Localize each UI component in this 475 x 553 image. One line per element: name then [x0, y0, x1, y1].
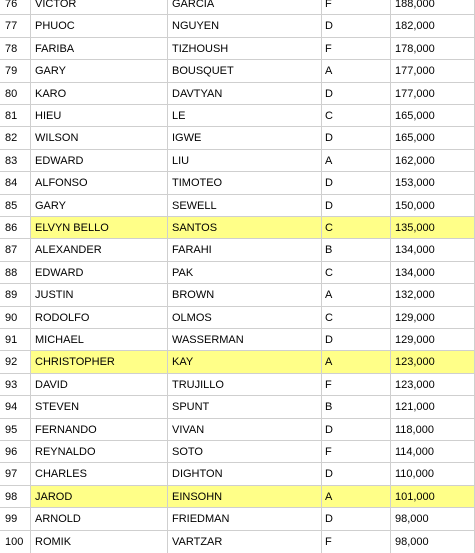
- table-row: [0, 194, 475, 217]
- first-name-cell[interactable]: PHUOC: [30, 15, 167, 37]
- amount-cell[interactable]: 182,000: [390, 15, 475, 37]
- last-name-cell[interactable]: NGUYEN: [167, 15, 321, 37]
- grade-cell[interactable]: F: [321, 441, 390, 463]
- first-name-cell[interactable]: ARNOLD: [30, 508, 167, 530]
- table-row: [0, 328, 475, 351]
- amount-cell[interactable]: 178,000: [390, 38, 475, 60]
- first-name-cell[interactable]: GARY: [30, 60, 167, 82]
- amount-cell[interactable]: 110,000: [390, 463, 475, 485]
- first-name-cell[interactable]: VICTOR: [30, 0, 167, 15]
- amount-cell[interactable]: 165,000: [390, 105, 475, 127]
- grade-cell[interactable]: F: [321, 531, 390, 553]
- last-name-cell[interactable]: SOTO: [167, 441, 321, 463]
- first-name-cell[interactable]: ALFONSO: [30, 172, 167, 194]
- table-row: [0, 238, 475, 261]
- last-name-cell[interactable]: TIZHOUSH: [167, 38, 321, 60]
- first-name-cell[interactable]: CHARLES: [30, 463, 167, 485]
- first-name-cell[interactable]: MICHAEL: [30, 329, 167, 351]
- first-name-cell[interactable]: ELVYN BELLO: [30, 217, 167, 239]
- table-row: [0, 82, 475, 105]
- last-name-cell[interactable]: SANTOS: [167, 217, 321, 239]
- first-name-cell[interactable]: DAVID: [30, 374, 167, 396]
- row-number: 79: [0, 60, 30, 82]
- first-name-cell[interactable]: EDWARD: [30, 150, 167, 172]
- row-number: 100: [0, 531, 30, 553]
- last-name-cell[interactable]: FARAHI: [167, 239, 321, 261]
- row-number: 94: [0, 396, 30, 418]
- last-name-cell[interactable]: FRIEDMAN: [167, 508, 321, 530]
- row-number: 98: [0, 486, 30, 508]
- table-row: [0, 59, 475, 82]
- first-name-cell[interactable]: STEVEN: [30, 396, 167, 418]
- row-number: 90: [0, 307, 30, 329]
- table-row: [0, 126, 475, 149]
- last-name-cell[interactable]: OLMOS: [167, 307, 321, 329]
- first-name-cell[interactable]: JUSTIN: [30, 284, 167, 306]
- first-name-cell[interactable]: WILSON: [30, 127, 167, 149]
- grade-cell[interactable]: D: [321, 419, 390, 441]
- row-number: 88: [0, 262, 30, 284]
- grade-cell[interactable]: C: [321, 105, 390, 127]
- table-row-highlighted: [0, 216, 475, 239]
- grade-cell[interactable]: A: [321, 60, 390, 82]
- grade-cell[interactable]: D: [321, 463, 390, 485]
- amount-cell[interactable]: 101,000: [390, 486, 475, 508]
- row-number: 92: [0, 351, 30, 373]
- amount-cell[interactable]: 121,000: [390, 396, 475, 418]
- amount-cell[interactable]: 123,000: [390, 351, 475, 373]
- grade-cell[interactable]: B: [321, 396, 390, 418]
- table-row: [0, 395, 475, 418]
- first-name-cell[interactable]: FARIBA: [30, 38, 167, 60]
- first-name-cell[interactable]: JAROD: [30, 486, 167, 508]
- grade-cell[interactable]: D: [321, 15, 390, 37]
- first-name-cell[interactable]: ROMIK: [30, 531, 167, 553]
- row-number: 89: [0, 284, 30, 306]
- last-name-cell[interactable]: BROWN: [167, 284, 321, 306]
- table-row: [0, 507, 475, 530]
- first-name-cell[interactable]: CHRISTOPHER: [30, 351, 167, 373]
- row-number: 77: [0, 15, 30, 37]
- table-row: [0, 0, 475, 15]
- row-number: 93: [0, 374, 30, 396]
- amount-cell[interactable]: 162,000: [390, 150, 475, 172]
- grade-cell[interactable]: D: [321, 329, 390, 351]
- amount-cell[interactable]: 118,000: [390, 419, 475, 441]
- table-row: [0, 440, 475, 463]
- grade-cell[interactable]: D: [321, 195, 390, 217]
- row-number: 97: [0, 463, 30, 485]
- grade-cell[interactable]: C: [321, 307, 390, 329]
- row-number: 96: [0, 441, 30, 463]
- last-name-cell[interactable]: TRUJILLO: [167, 374, 321, 396]
- grade-cell[interactable]: D: [321, 172, 390, 194]
- table-row: [0, 149, 475, 172]
- row-number: 91: [0, 329, 30, 351]
- grade-cell[interactable]: B: [321, 239, 390, 261]
- last-name-cell[interactable]: GARCIA: [167, 0, 321, 15]
- row-number: 80: [0, 83, 30, 105]
- table-row-highlighted: [0, 350, 475, 373]
- row-number: 95: [0, 419, 30, 441]
- amount-cell[interactable]: 165,000: [390, 127, 475, 149]
- grade-cell[interactable]: F: [321, 38, 390, 60]
- table-row-highlighted: [0, 485, 475, 508]
- last-name-cell[interactable]: BOUSQUET: [167, 60, 321, 82]
- first-name-cell[interactable]: EDWARD: [30, 262, 167, 284]
- last-name-cell[interactable]: DAVTYAN: [167, 83, 321, 105]
- row-number: 87: [0, 239, 30, 261]
- last-name-cell[interactable]: DIGHTON: [167, 463, 321, 485]
- table-row: [0, 37, 475, 60]
- last-name-cell[interactable]: SEWELL: [167, 195, 321, 217]
- grade-cell[interactable]: A: [321, 150, 390, 172]
- last-name-cell[interactable]: TIMOTEO: [167, 172, 321, 194]
- first-name-cell[interactable]: GARY: [30, 195, 167, 217]
- last-name-cell[interactable]: LE: [167, 105, 321, 127]
- first-name-cell[interactable]: HIEU: [30, 105, 167, 127]
- grade-cell[interactable]: F: [321, 374, 390, 396]
- last-name-cell[interactable]: EINSOHN: [167, 486, 321, 508]
- amount-cell[interactable]: 129,000: [390, 307, 475, 329]
- first-name-cell[interactable]: RODOLFO: [30, 307, 167, 329]
- table-row: [0, 104, 475, 127]
- grade-cell[interactable]: C: [321, 217, 390, 239]
- row-number: 76: [0, 0, 30, 15]
- row-number: 84: [0, 172, 30, 194]
- row-number: 83: [0, 150, 30, 172]
- amount-cell[interactable]: 177,000: [390, 60, 475, 82]
- amount-cell[interactable]: 134,000: [390, 239, 475, 261]
- grade-cell[interactable]: A: [321, 284, 390, 306]
- table-row: [0, 373, 475, 396]
- row-number: 86: [0, 217, 30, 239]
- grade-cell[interactable]: A: [321, 486, 390, 508]
- first-name-cell[interactable]: REYNALDO: [30, 441, 167, 463]
- last-name-cell[interactable]: WASSERMAN: [167, 329, 321, 351]
- amount-cell[interactable]: 150,000: [390, 195, 475, 217]
- grade-cell[interactable]: A: [321, 351, 390, 373]
- table-row: [0, 283, 475, 306]
- row-number: 81: [0, 105, 30, 127]
- first-name-cell[interactable]: FERNANDO: [30, 419, 167, 441]
- amount-cell[interactable]: 134,000: [390, 262, 475, 284]
- grade-cell[interactable]: C: [321, 262, 390, 284]
- table-row: [0, 171, 475, 194]
- amount-cell[interactable]: 114,000: [390, 441, 475, 463]
- last-name-cell[interactable]: KAY: [167, 351, 321, 373]
- row-number: 82: [0, 127, 30, 149]
- grade-cell[interactable]: D: [321, 508, 390, 530]
- grade-cell[interactable]: D: [321, 127, 390, 149]
- amount-cell[interactable]: 188,000: [390, 0, 475, 15]
- amount-cell[interactable]: 132,000: [390, 284, 475, 306]
- table-row: [0, 418, 475, 441]
- grade-cell[interactable]: F: [321, 0, 390, 15]
- amount-cell[interactable]: 177,000: [390, 83, 475, 105]
- row-number: 99: [0, 508, 30, 530]
- table-row: [0, 14, 475, 37]
- table-row: [0, 530, 475, 553]
- table-row: [0, 261, 475, 284]
- last-name-cell[interactable]: IGWE: [167, 127, 321, 149]
- first-name-cell[interactable]: ALEXANDER: [30, 239, 167, 261]
- last-name-cell[interactable]: VIVAN: [167, 419, 321, 441]
- first-name-cell[interactable]: KARO: [30, 83, 167, 105]
- table-row: [0, 462, 475, 485]
- grade-cell[interactable]: D: [321, 83, 390, 105]
- last-name-cell[interactable]: LIU: [167, 150, 321, 172]
- amount-cell[interactable]: 98,000: [390, 531, 475, 553]
- row-number: 85: [0, 195, 30, 217]
- row-number: 78: [0, 38, 30, 60]
- amount-cell[interactable]: 98,000: [390, 508, 475, 530]
- last-name-cell[interactable]: VARTZAR: [167, 531, 321, 553]
- amount-cell[interactable]: 129,000: [390, 329, 475, 351]
- amount-cell[interactable]: 153,000: [390, 172, 475, 194]
- amount-cell[interactable]: 135,000: [390, 217, 475, 239]
- table-row: [0, 306, 475, 329]
- last-name-cell[interactable]: SPUNT: [167, 396, 321, 418]
- last-name-cell[interactable]: PAK: [167, 262, 321, 284]
- amount-cell[interactable]: 123,000: [390, 374, 475, 396]
